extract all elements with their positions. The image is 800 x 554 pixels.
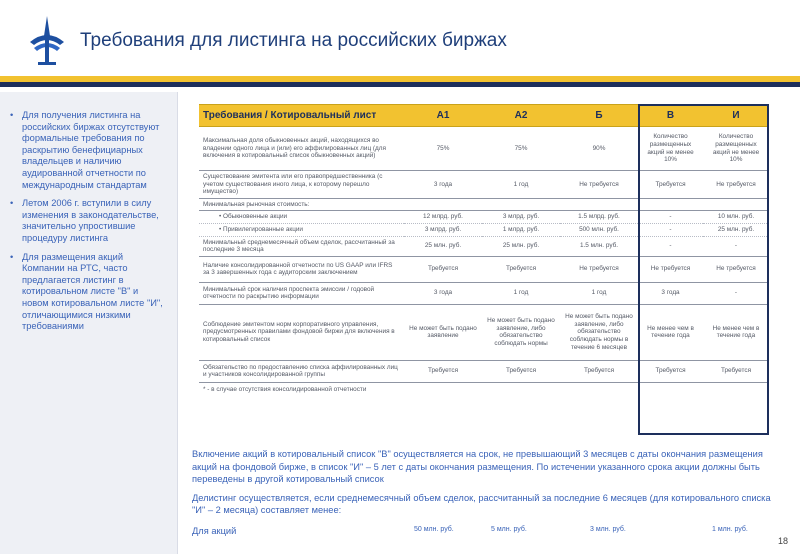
requirement-label: Минимальная рыночная стоимость: <box>199 198 404 211</box>
bullet-icon: • <box>219 213 224 221</box>
table-row <box>199 236 769 256</box>
table-cell: Количество размещенных акций не менее 10% <box>638 127 703 171</box>
table-cell: - <box>638 211 703 224</box>
table-cell: Не требуется <box>703 171 769 199</box>
table-cell: 1 год <box>560 282 638 304</box>
threshold-value: 3 млн. руб. <box>590 526 626 533</box>
table-row <box>199 282 769 304</box>
table-cell: 500 млн. руб. <box>560 223 638 236</box>
table-cell: Не требуется <box>703 256 769 282</box>
requirement-label: • Привилегированные акции <box>199 223 404 236</box>
table-cell: 1.5 млрд. руб. <box>560 211 638 224</box>
requirement-label: Наличие консолидированной отчетности по US GAAP или IFRS за 3 завершенных года с аудиторским заключением <box>199 256 404 282</box>
requirement-label: Минимальный среднемесячный объем сделок, рассчитанный за последние 3 месяца <box>199 236 404 256</box>
sidebar <box>0 92 178 554</box>
table-cell: - <box>638 223 703 236</box>
table-cell: Требуется <box>482 256 560 282</box>
table-cell: 1.5 млн. руб. <box>560 236 638 256</box>
table-cell: 1 год <box>482 282 560 304</box>
table-cell: 3 года <box>404 282 482 304</box>
table-cell: 25 млн. руб. <box>703 223 769 236</box>
page-title: Требования для листинга на российских биржах <box>80 30 507 51</box>
table-cell: 3 года <box>638 282 703 304</box>
table-cell: 3 млрд. руб. <box>404 223 482 236</box>
table-cell <box>560 198 638 211</box>
table-row <box>199 223 769 236</box>
table-row <box>199 360 769 382</box>
table-cell: 10 млн. руб. <box>703 211 769 224</box>
page-number: 18 <box>777 536 788 546</box>
table-cell: 1 год <box>482 171 560 199</box>
table-cell <box>703 198 769 211</box>
bullet-icon: • <box>10 110 14 120</box>
table-cell: Не менее чем в течение года <box>638 304 703 360</box>
requirement-label: Соблюдение эмитентом норм корпоративного управления, предусмотренных правилами фондовой биржи для включения в котировальный список <box>199 304 404 360</box>
delisting-note: Делистинг осуществляется, если среднемесячный объем сделок, рассчитанный за последние 6 месяцев (для котировального списка "И" – 2 месяца) составляет менее: <box>192 492 771 516</box>
table-row <box>199 304 769 360</box>
requirement-label: Обязательство по предоставлению списка аффилированных лиц и участников консолидированной группы <box>199 360 404 382</box>
table-cell: 75% <box>404 127 482 171</box>
company-logo <box>26 14 68 66</box>
table-header-row <box>199 105 769 127</box>
table-footnote: * - в случае отсутствия консолидированной отчетности <box>203 385 367 393</box>
table-row <box>199 171 769 199</box>
table-row <box>199 198 769 211</box>
table-cell: Не требуется <box>560 256 638 282</box>
table-cell: 1 млрд. руб. <box>482 223 560 236</box>
table-cell: - <box>703 236 769 256</box>
table-cell <box>482 198 560 211</box>
table-row <box>199 127 769 171</box>
table-cell: 25 млн. руб. <box>404 236 482 256</box>
table-row <box>199 211 769 224</box>
table-cell: Требуется <box>404 360 482 382</box>
table-cell <box>404 198 482 211</box>
table-cell: 75% <box>482 127 560 171</box>
bullet-icon: • <box>10 251 14 262</box>
table-cell: Не менее чем в течение года <box>703 304 769 360</box>
table-cell <box>638 198 703 211</box>
table-cell: 25 млн. руб. <box>482 236 560 256</box>
table-cell: Не может быть подано заявление, либо обязательство соблюдать нормы в течение 6 месяцев <box>560 304 638 360</box>
col-header-b: Б <box>560 105 638 127</box>
table-cell: Не может быть подано заявление, либо обязательство соблюдать нормы <box>482 304 560 360</box>
threshold-value: 50 млн. руб. <box>414 526 454 533</box>
threshold-value: 1 млн. руб. <box>712 526 748 533</box>
requirement-label: • Обыкновенные акции <box>199 211 404 224</box>
table-cell: Не требуется <box>638 256 703 282</box>
table-cell: Требуется <box>638 360 703 382</box>
delisting-thresholds-row <box>192 526 772 540</box>
listing-period-note: Включение акций в котировальный список "В" осуществляется на срок, не превышающий 3 месяцев с даты окончания размещения акций на фондовой бирже, в список "И" – 5 лет с даты окончания размещения. По истечении указанного срока акции должны быть переведены в другой котировальный список <box>192 449 763 485</box>
table-cell: Требуется <box>482 360 560 382</box>
table-cell: Требуется <box>560 360 638 382</box>
table-cell: 3 млрд. руб. <box>482 211 560 224</box>
bullet-icon: • <box>219 225 224 233</box>
table-cell: Не может быть подано заявление <box>404 304 482 360</box>
lower-text <box>192 448 772 523</box>
table-cell: 3 года <box>404 171 482 199</box>
col-header-a2: А2 <box>482 105 560 127</box>
table-cell: Требуется <box>703 360 769 382</box>
threshold-value: 5 млн. руб. <box>491 526 527 533</box>
bullet-icon: • <box>10 198 14 209</box>
requirement-label: Максимальная доля обыкновенных акций, находящихся во владении одного лица и (или) его аффилированных лиц (для включения в котировальный список обыкновенных акций) <box>199 127 404 171</box>
table-cell: 12 млрд. руб. <box>404 211 482 224</box>
col-header-a1: А1 <box>404 105 482 127</box>
col-header-i: И <box>703 105 769 127</box>
sidebar-bullet: • Летом 2006 г. вступили в силу изменения в законодательстве, значительно упростившие процедуру листинга <box>10 198 159 243</box>
requirement-label: Минимальный срок наличия проспекта эмиссии / годовой отчетности по раскрытию информации <box>199 282 404 304</box>
col-header-v: В <box>638 105 703 127</box>
table-cell: Требуется <box>638 171 703 199</box>
listing-requirements-table <box>199 104 769 393</box>
table-cell: Требуется <box>404 256 482 282</box>
sidebar-bullet: • Для получения листинга на российских биржах отсутствуют формальные требования по раскрытию бенефициарных владельцев и наличию аудированной отчетности по международным стандартам <box>10 110 160 190</box>
col-header-requirements: Требования / Котировальный лист <box>199 105 404 127</box>
header-band-navy <box>0 82 800 87</box>
requirement-label: Существование эмитента или его правопредшественника (с учетом существования иного лица, к которому перешло имущество) <box>199 171 404 199</box>
table-cell: - <box>638 236 703 256</box>
table-cell: Количество размещенных акций не менее 10% <box>703 127 769 171</box>
table-row <box>199 256 769 282</box>
table-cell: Не требуется <box>560 171 638 199</box>
table-cell: 90% <box>560 127 638 171</box>
table-cell: - <box>703 282 769 304</box>
shares-label: Для акций <box>192 526 237 536</box>
sidebar-bullet: • Для размещения акций Компании на РТС, часто предлагается листинг в котировальном листе "В" и новом котировальном листе "И", отличающимися низкими требованиями <box>10 251 163 332</box>
